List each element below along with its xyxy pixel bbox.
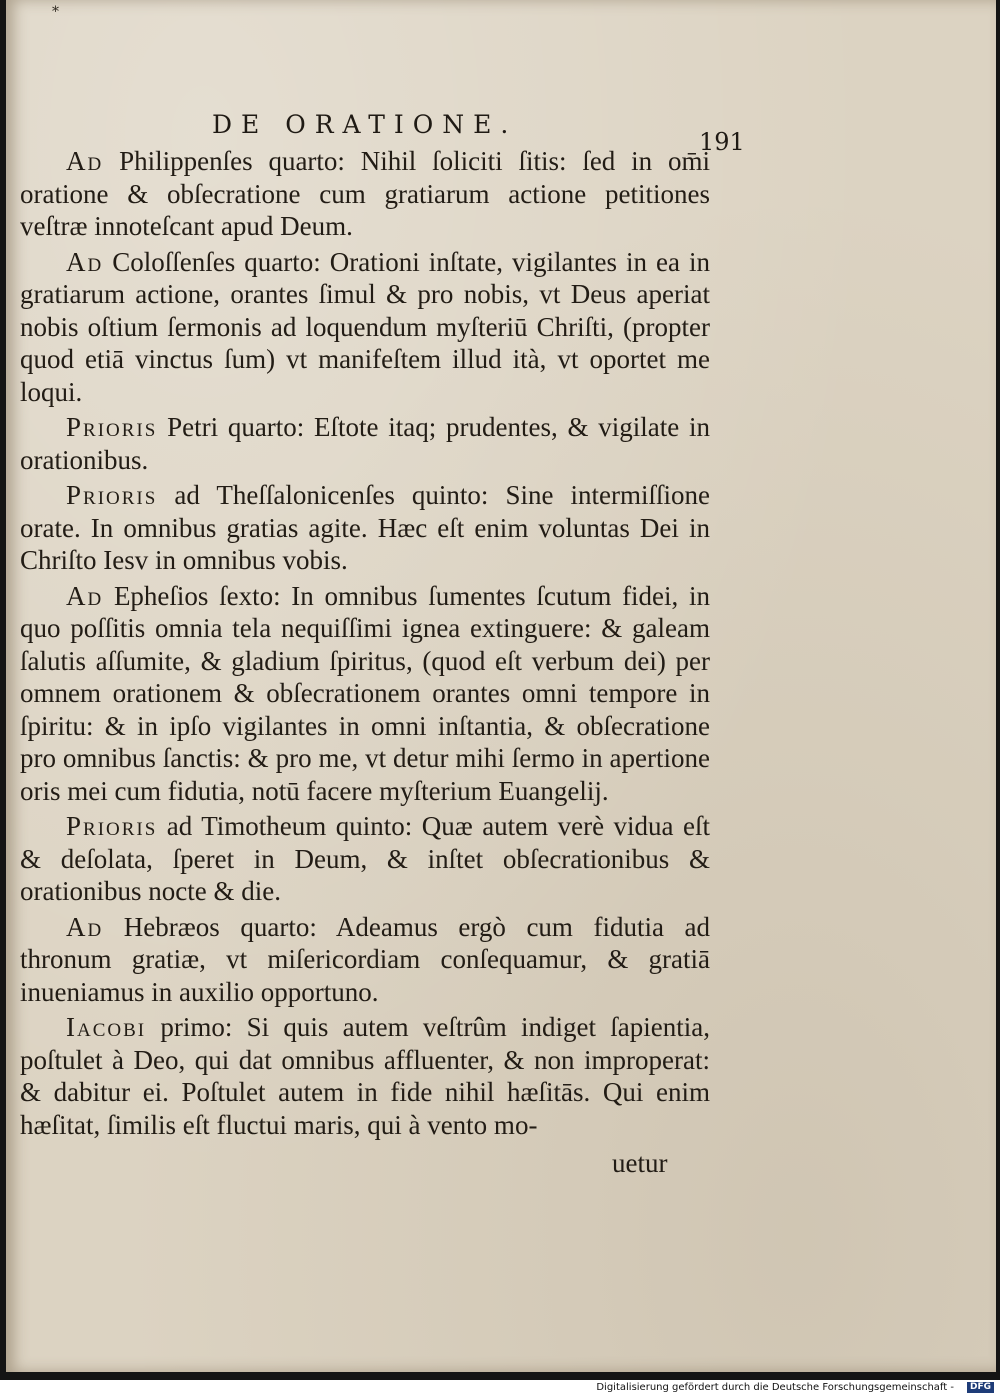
paragraph-text: Philippenſes quarto: Nihil ſoliciti ſitis: ſed in om̄i oratione & obſecratione cum gratiarum actione petitiones veſtræ innoteſcant apud Deum.: [20, 146, 711, 241]
paragraph-lead: Ad: [66, 146, 104, 176]
catchword: uetur: [612, 1148, 668, 1178]
paragraph-lead: Prioris: [66, 412, 158, 442]
paragraph-james: [20, 1011, 710, 1141]
paragraph-text: Hebræos quarto: Adeamus ergò cum fidutia ad thronum gratiæ, vt miſericordiam conſequamur, & gratiā inueniamus in auxilio opportuno.: [20, 911, 711, 1007]
paragraph-lead: Ad: [66, 911, 104, 942]
paragraph-text: Coloſſenſes quarto: Orationi inſtate, vigilantes in ea in gratiarum actione, orantes ſimul & pro nobis, vt Deus aperiat nobis oſtium ſermonis ad loquendum myſteriū Chriſti, (propter quod etiā vinctus ſum) vt manifeſtem illud ità, vt oportet me loqui.: [20, 246, 711, 407]
paragraph-1-timothy: [20, 810, 710, 908]
paragraph-text: ad Theſſalonicenſes quinto: Sine intermiſſione orate. In omnibus gratias agite. Hæc eſt enim voluntas Dei in Chriſto Iesv in omnibus vobis.: [20, 480, 710, 575]
paragraph-1-thessalonians: [20, 479, 710, 577]
book-page: [6, 0, 996, 1372]
paragraph-colossians: [20, 246, 710, 409]
running-head: DE ORATIONE.: [212, 110, 518, 139]
body-text: [20, 145, 710, 1144]
corner-mark: *: [52, 4, 59, 20]
paragraph-lead: Iacobi: [66, 1012, 147, 1042]
paragraph-text: ad Timotheum quinto: Quæ autem verè vidua eſt & deſolata, ſperet in Deum, & inſtet obſecrationibus & orationibus nocte & die.: [20, 811, 710, 906]
paragraph-text: Epheſios ſexto: In omnibus ſumentes ſcutum fidei, in quo poſſitis omnia tela nequiſſimi ignea extinguere: & galeam ſalutis aſſumite, & gladium ſpiritus, (quod eſt verbum dei) per omnem orationem & obſecrationem orantes omni tempore in ſpiritu: & in ipſo vigilantes in omni inſtantia, & obſecratione pro omnibus ſanctis: & pro me, vt detur mihi ſermo in apertione oris mei cum fidutia, notū facere myſterium Euangelij.: [20, 580, 710, 806]
paragraph-lead: Ad: [66, 246, 104, 277]
paragraph-lead: Ad: [66, 580, 104, 611]
paragraph-text: primo: Si quis autem veſtrûm indiget ſapientia, poſtulet à Deo, qui dat omnibus affluenter, & non improperat: & dabitur ei. Poſtulet autem in fide nihil hæſitās. Qui enim hæſitat, ſimilis eſt fluctui maris, qui à vento mo-: [20, 1012, 711, 1140]
paragraph-ephesians: [20, 580, 710, 808]
paragraph-philippians: [20, 145, 710, 243]
page-number: 191: [699, 128, 745, 156]
paragraph-hebrews: [20, 911, 710, 1009]
dfg-logo: DFG: [967, 1382, 994, 1393]
paragraph-lead: Prioris: [66, 480, 158, 510]
digitization-footer: [0, 1380, 1000, 1396]
footer-credit: Digitalisierung gefördert durch die Deutsche Forschungsgemeinschaft -: [596, 1382, 954, 1393]
paragraph-text: Petri quarto: Eſtote itaq; prudentes, & vigilate in orationibus.: [20, 412, 711, 475]
paragraph-1-peter: [20, 411, 710, 476]
paragraph-lead: Prioris: [66, 811, 158, 841]
